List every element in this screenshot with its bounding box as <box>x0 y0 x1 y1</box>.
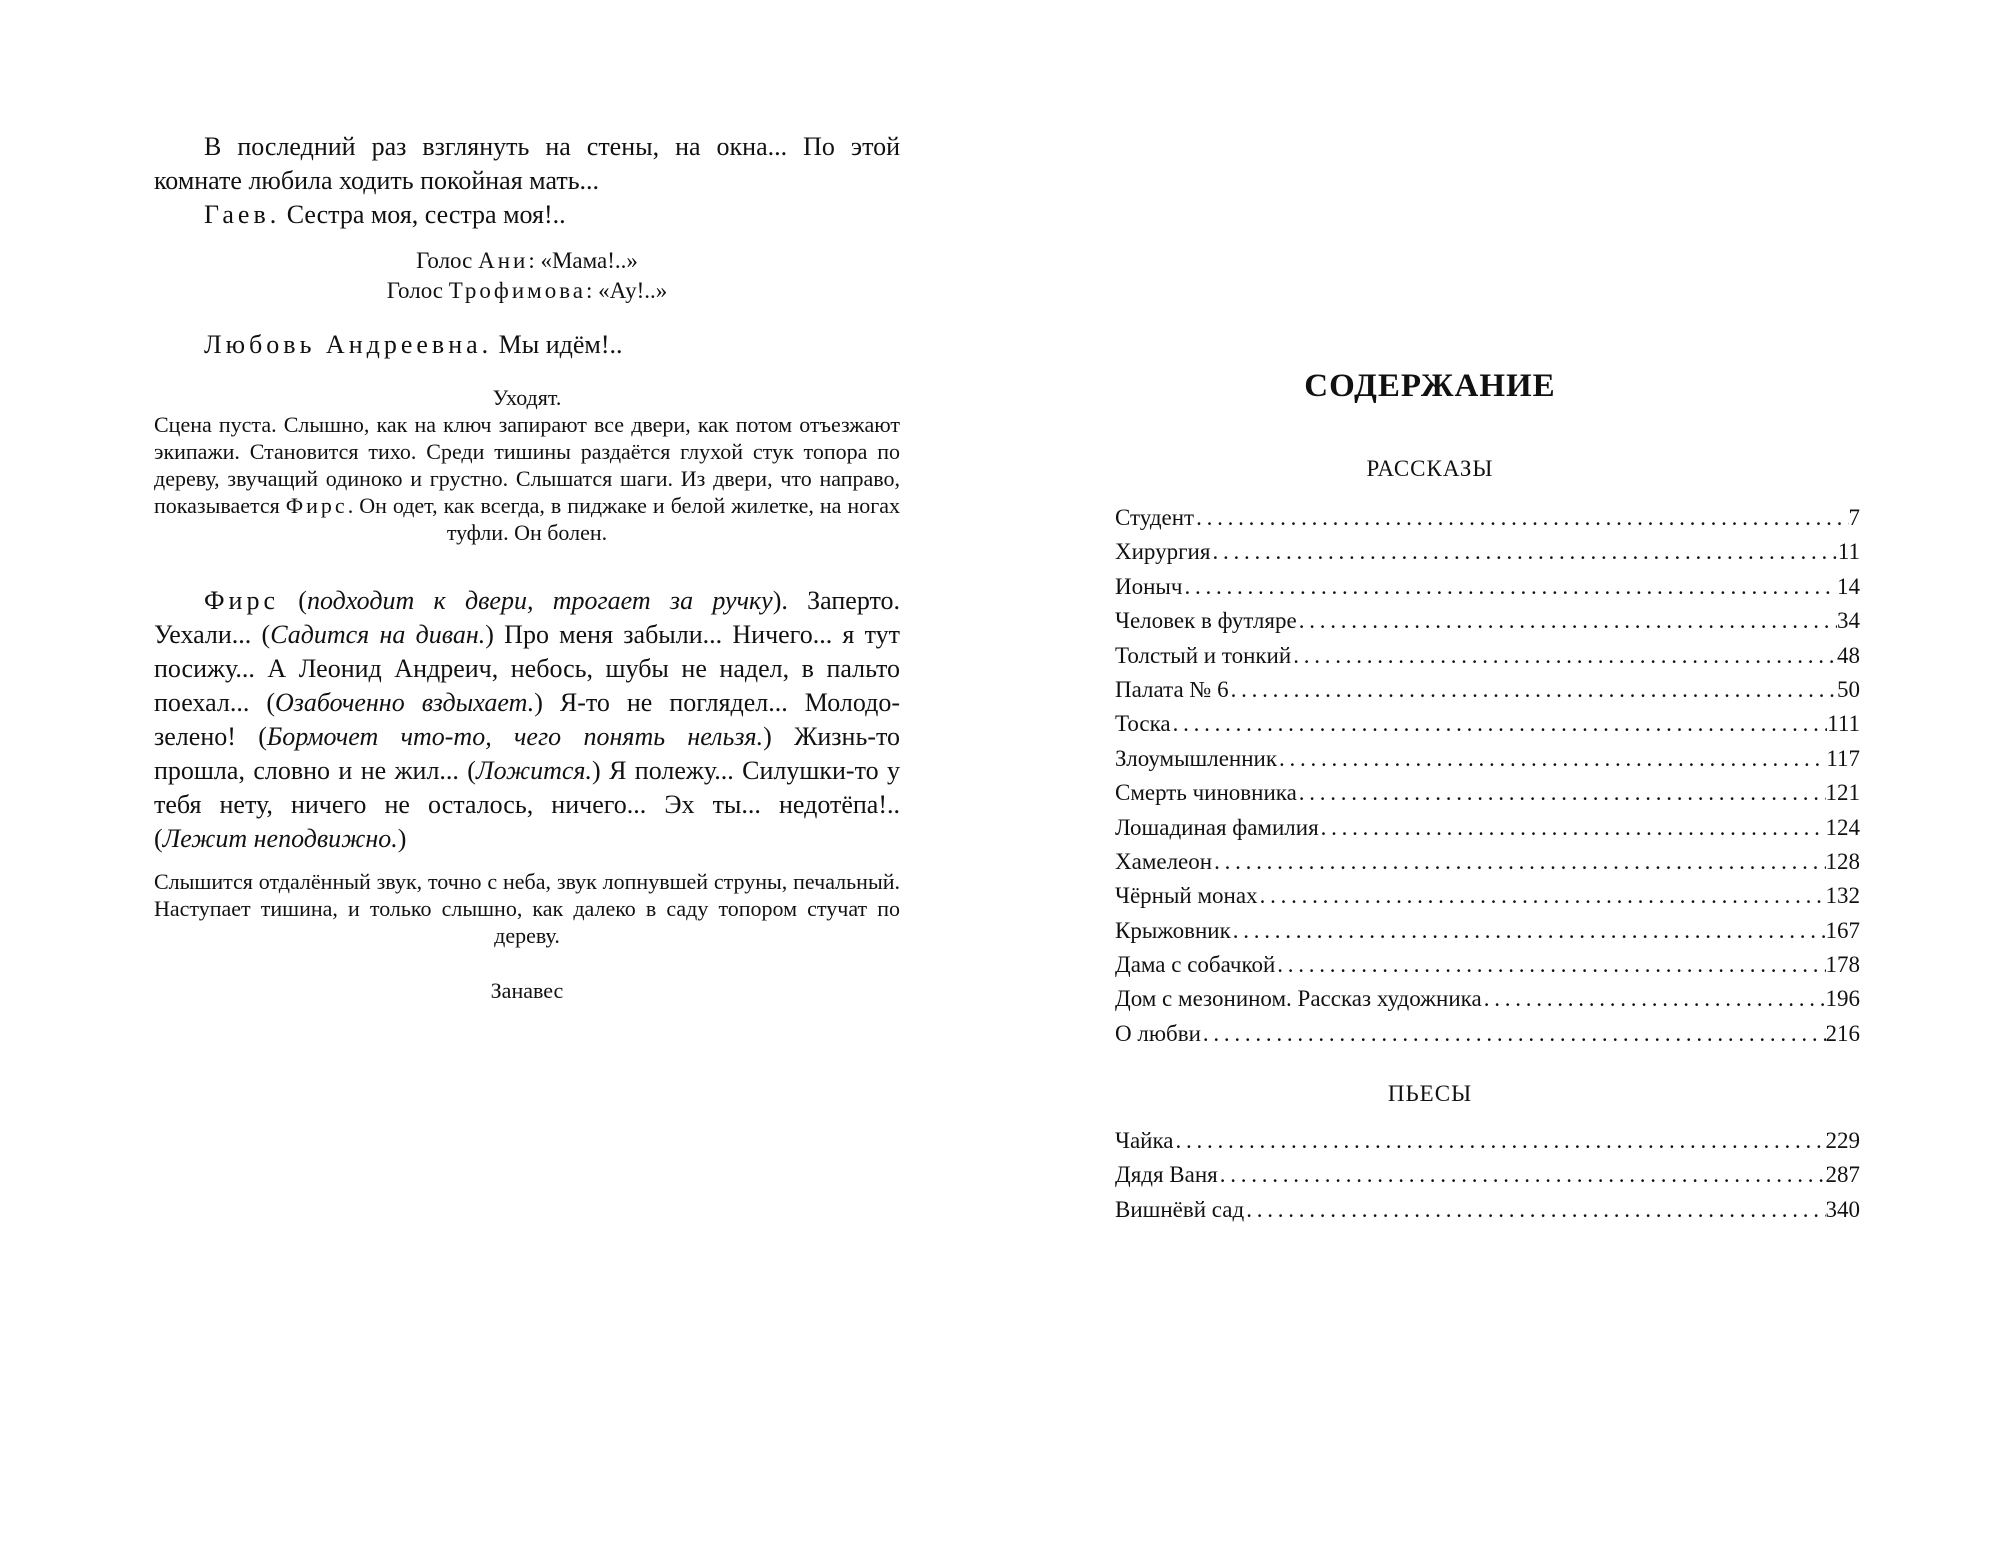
toc-entry-title: Чёрный монах <box>1115 883 1258 909</box>
voice-trofimov-name: Трофимова <box>448 278 586 303</box>
stage-direction-exit: Уходят. <box>492 385 562 410</box>
toc-entry-page: 229 <box>1825 1128 1860 1153</box>
firs-t4: ) Я-то не поглядел... Молодо-зелено! ( <box>154 688 900 751</box>
toc-entry-page: 340 <box>1825 1196 1860 1222</box>
toc-entry[interactable] <box>1115 1124 1860 1158</box>
section-plays-heading: ПЬЕСЫ <box>1387 1081 1473 1106</box>
toc-entry-page: 117 <box>1826 745 1860 771</box>
curtain: Занавес <box>490 978 564 1003</box>
toc-entry-page: 7 <box>1848 505 1860 530</box>
toc-entry-title: Смерть чиновника <box>1115 780 1297 806</box>
toc-leader-dots <box>1297 604 1837 638</box>
toc-leader-dots <box>1297 776 1826 810</box>
toc-leader-dots <box>1210 535 1837 569</box>
toc-leader-dots <box>1174 1124 1826 1158</box>
toc-leader-dots <box>1258 879 1826 913</box>
toc-entry[interactable] <box>1115 1158 1860 1192</box>
toc-entry-page: 132 <box>1825 883 1860 909</box>
toc-entry-page: 121 <box>1825 780 1860 806</box>
voice-anya-name: Ани <box>478 248 529 273</box>
voice-anya <box>154 246 900 276</box>
toc-leader-dots <box>1277 742 1826 776</box>
toc-leader-dots <box>1212 845 1825 879</box>
toc-entry[interactable] <box>1115 501 1860 535</box>
paragraph-1: В последний раз взглянуть на стены, на окна... По этой комнате любила ходить покойная мать... <box>154 132 900 195</box>
toc-entry-title: Хирургия <box>1115 539 1211 565</box>
toc-entry-page: 196 <box>1825 986 1860 1012</box>
toc-entry[interactable] <box>1115 604 1860 638</box>
toc-entry-page: 178 <box>1825 952 1860 978</box>
toc-entry[interactable] <box>1115 742 1860 776</box>
voice-anya-prefix: Голос <box>416 248 479 273</box>
toc-entry-page: 50 <box>1837 676 1860 702</box>
toc-entry-page: 167 <box>1825 917 1860 943</box>
toc-leader-dots <box>1229 673 1837 707</box>
speaker-lubov: Любовь Андреевна. <box>204 330 493 359</box>
toc-entry-title: Студент <box>1115 505 1195 530</box>
toc-leader-dots <box>1231 914 1826 948</box>
firs-t5: ) Жизнь-то прошла, словно и не жил... ( <box>154 722 901 785</box>
toc-entry-title: Хамелеон <box>1115 848 1213 874</box>
toc-entry-title: Чайка <box>1115 1128 1174 1153</box>
toc-leader-dots <box>1244 1193 1825 1227</box>
toc-leader-dots <box>1275 948 1825 982</box>
toc-entry[interactable] <box>1115 535 1860 569</box>
toc-entry-title: Злоумышленник <box>1115 745 1278 771</box>
toc-entry-title: Крыжовник <box>1115 917 1231 943</box>
speaker-gaev: Гаев. <box>204 200 281 229</box>
toc-entry[interactable] <box>1115 639 1860 673</box>
lubov-text: Мы идём!.. <box>492 330 623 359</box>
firs-t7: ) <box>397 824 407 853</box>
toc-entry-title: Ионыч <box>1115 573 1183 599</box>
toc-entry[interactable] <box>1115 1193 1860 1227</box>
toc-entry[interactable] <box>1115 948 1860 982</box>
gaev-text: Сестра моя, сестра моя!.. <box>280 200 566 229</box>
stage-direction-empty-scene-b: . Он одет, как всегда, в пиджаке и белой жилетке, на ногах туфли. Он болен. <box>347 493 900 545</box>
toc-entry-title: Дом с мезонином. Рассказ художника <box>1115 986 1482 1012</box>
toc-entry[interactable] <box>1115 845 1860 879</box>
toc-entry-title: Тоска <box>1115 711 1171 737</box>
firs-i5: Ложится. <box>475 756 593 785</box>
firs-i3: Озабоченно вздыхает. <box>274 688 535 717</box>
stage-direction-empty-scene <box>154 411 900 546</box>
toc-entry[interactable] <box>1115 776 1860 810</box>
firs-t3: ) Про меня забыли... Ничего... я тут посижу... А Леонид Андреич, небось, шубы не надел, в пальто поехал... ( <box>154 620 900 717</box>
firs-i6: Лежит неподвижно. <box>162 824 398 853</box>
toc-entry-title: Человек в футляре <box>1115 608 1297 634</box>
toc-entry[interactable] <box>1115 1017 1860 1051</box>
toc-entry[interactable] <box>1115 570 1860 604</box>
stage-direction-firs-name: Фирс <box>285 493 348 518</box>
toc-entry[interactable] <box>1115 707 1860 741</box>
toc-leader-dots <box>1201 1017 1826 1051</box>
firs-t6: ) Я полежу... Силушки-то у тебя нету, ничего не осталось, ничего... Эх ты... недотёпа!.. ( <box>154 756 900 853</box>
toc-leader-dots <box>1194 501 1848 535</box>
firs-t2: ). Заперто. Уехали... ( <box>154 586 900 649</box>
voice-anya-text: : «Мама!..» <box>528 248 638 273</box>
toc-entry[interactable] <box>1115 982 1860 1016</box>
toc-entry-page: 48 <box>1837 642 1860 668</box>
speaker-firs: Фирс <box>204 586 279 615</box>
contents-title: СОДЕРЖАНИЕ <box>1304 368 1556 404</box>
toc-leader-dots <box>1482 982 1826 1016</box>
toc-entry-title: О любви <box>1115 1020 1201 1046</box>
firs-i2: Садится на диван. <box>270 620 486 649</box>
stage-direction-empty-scene-a: Сцена пуста. Слышно, как на ключ запирают все двери, как потом отъезжают экипажи. Становится тихо. Среди тишины раздаётся глухой стук топора по дереву, звучащий одиноко и грустно. Слышатся шаги. Из двери, что направо, показывается <box>154 412 900 518</box>
voice-trofimov-prefix: Голос <box>386 278 449 303</box>
toc-entry-page: 111 <box>1827 711 1860 737</box>
toc-leader-dots <box>1182 570 1837 604</box>
toc-entry-title: Дядя Ваня <box>1115 1162 1218 1188</box>
toc-entry-title: Вишнёвй сад <box>1115 1196 1245 1222</box>
toc-entry-title: Толстый и тонкий <box>1115 642 1292 668</box>
toc-entry-page: 128 <box>1825 848 1860 874</box>
toc-entry-title: Палата № 6 <box>1115 676 1229 702</box>
lubov-line <box>154 328 900 362</box>
toc-entry-page: 11 <box>1837 539 1860 565</box>
plays-list <box>1115 1124 1860 1227</box>
toc-leader-dots <box>1291 639 1837 673</box>
toc-entry-page: 124 <box>1825 814 1860 840</box>
toc-entry-page: 216 <box>1825 1020 1860 1046</box>
play-text <box>154 130 900 1004</box>
toc-leader-dots <box>1171 707 1828 741</box>
toc-entry-page: 14 <box>1837 573 1860 599</box>
voices <box>154 246 900 306</box>
stage-direction-string: Слышится отдалённый звук, точно с неба, звук лопнувшей струны, печальный. Наступает тишина, и только слышно, как далеко в саду топором стучат по дереву. <box>154 869 900 948</box>
toc-entry-page: 287 <box>1825 1162 1860 1188</box>
firs-i4: Бормочет что-то, чего понять нельзя. <box>266 722 764 751</box>
voice-trofimov-text: : «Ау!..» <box>585 278 668 303</box>
toc-entry-title: Дама с собачкой <box>1115 952 1276 978</box>
toc-leader-dots <box>1319 811 1826 845</box>
toc-entry[interactable] <box>1115 673 1860 707</box>
firs-i1: подходит к двери, трогает за ручку <box>306 586 773 615</box>
stories-list <box>1115 501 1860 1051</box>
firs-monologue <box>154 584 900 856</box>
toc-entry[interactable] <box>1115 914 1860 948</box>
toc-entry[interactable] <box>1115 879 1860 913</box>
gaev-line <box>154 198 900 232</box>
firs-t1: ( <box>279 586 307 615</box>
toc-entry-title: Лошадиная фамилия <box>1115 814 1319 840</box>
toc-leader-dots <box>1218 1158 1826 1192</box>
toc-entry[interactable] <box>1115 811 1860 845</box>
toc-entry-page: 34 <box>1837 608 1860 634</box>
section-stories-heading: РАССКАЗЫ <box>1366 456 1494 481</box>
voice-trofimov <box>154 276 900 306</box>
